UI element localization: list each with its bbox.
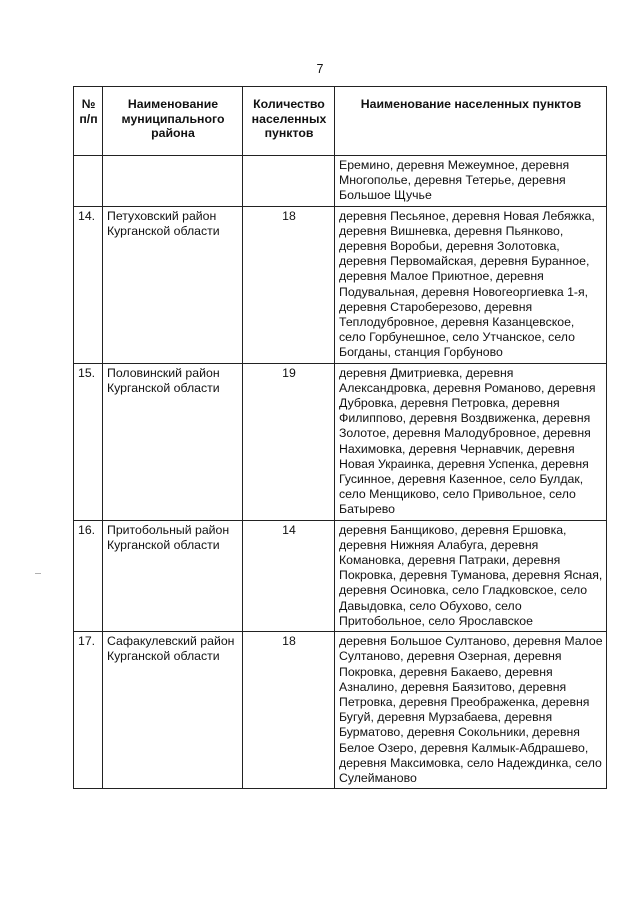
row-settlements: Еремино, деревня Межеумное, деревня Многополье, деревня Тетерье, деревня Большое Щучье <box>335 156 607 207</box>
page-number: 7 <box>316 62 324 76</box>
row-settlements: деревня Дмитриевка, деревня Александровка, деревня Романово, деревня Дубровка, деревня Петровка, деревня Филиппово, деревня Воздвиженка, деревня Золотое, деревня Малодубровное, деревня Нахимовка, деревня Чернавчик, деревня Новая Украинка, деревня Успенка, деревня Гусинное, деревня Казенное, село Булдак, село Менщиково, село Привольное, село Батырево <box>335 363 607 520</box>
row-settlements: деревня Песьяное, деревня Новая Лебяжка, деревня Вишневка, деревня Пьянково, деревня Воробьи, деревня Золотовка, деревня Первомайская, деревня Буранное, деревня Малое Приютное, деревня Подувальная, деревня Новогеоргиевка 1-я, деревня Староберезово, деревня Теплодубровное, деревня Казанцевское, село Горбунешное, село Утчанское, село Богданы, станция Горбуново <box>335 206 607 363</box>
row-district: Половинский район Курганской области <box>103 363 243 520</box>
settlements-table <box>73 86 607 789</box>
table-header-row <box>74 87 607 156</box>
row-num: 14. <box>74 206 103 363</box>
row-settlements: деревня Большое Султаново, деревня Малое Султаново, деревня Озерная, деревня Покровка, деревня Бакаево, деревня Азналино, деревня Баязитово, деревня Петровка, деревня Преображенка, деревня Бугуй, деревня Мурзабаева, деревня Бурматово, деревня Сокольники, деревня Белое Озеро, деревня Калмык-Абдрашево, деревня Максимовка, село Надеждинка, село Сулейманово <box>335 632 607 789</box>
table-row <box>74 363 607 520</box>
row-district <box>103 156 243 207</box>
table-row <box>74 632 607 789</box>
header-district: Наименование муниципального района <box>103 87 243 156</box>
row-district: Петуховский район Курганской области <box>103 206 243 363</box>
row-num: 15. <box>74 363 103 520</box>
row-num: 17. <box>74 632 103 789</box>
row-district: Сафакулевский район Курганской области <box>103 632 243 789</box>
row-count: 18 <box>243 632 335 789</box>
table-row <box>74 206 607 363</box>
header-num: № п/п <box>74 87 103 156</box>
row-count <box>243 156 335 207</box>
margin-mark <box>35 573 41 574</box>
table-row <box>74 520 607 631</box>
row-num: 16. <box>74 520 103 631</box>
row-district: Притобольный район Курганской области <box>103 520 243 631</box>
row-count: 14 <box>243 520 335 631</box>
row-num <box>74 156 103 207</box>
header-count: Количество населенных пунктов <box>243 87 335 156</box>
row-count: 19 <box>243 363 335 520</box>
table-row <box>74 156 607 207</box>
row-settlements: деревня Банщиково, деревня Ершовка, деревня Нижняя Алабуга, деревня Комановка, деревня Патраки, деревня Покровка, деревня Туманова, деревня Ясная, деревня Осиновка, село Гладковское, село Давыдовка, село Обухово, село Притобольное, село Ярославское <box>335 520 607 631</box>
header-settlements: Наименование населенных пунктов <box>335 87 607 156</box>
row-count: 18 <box>243 206 335 363</box>
